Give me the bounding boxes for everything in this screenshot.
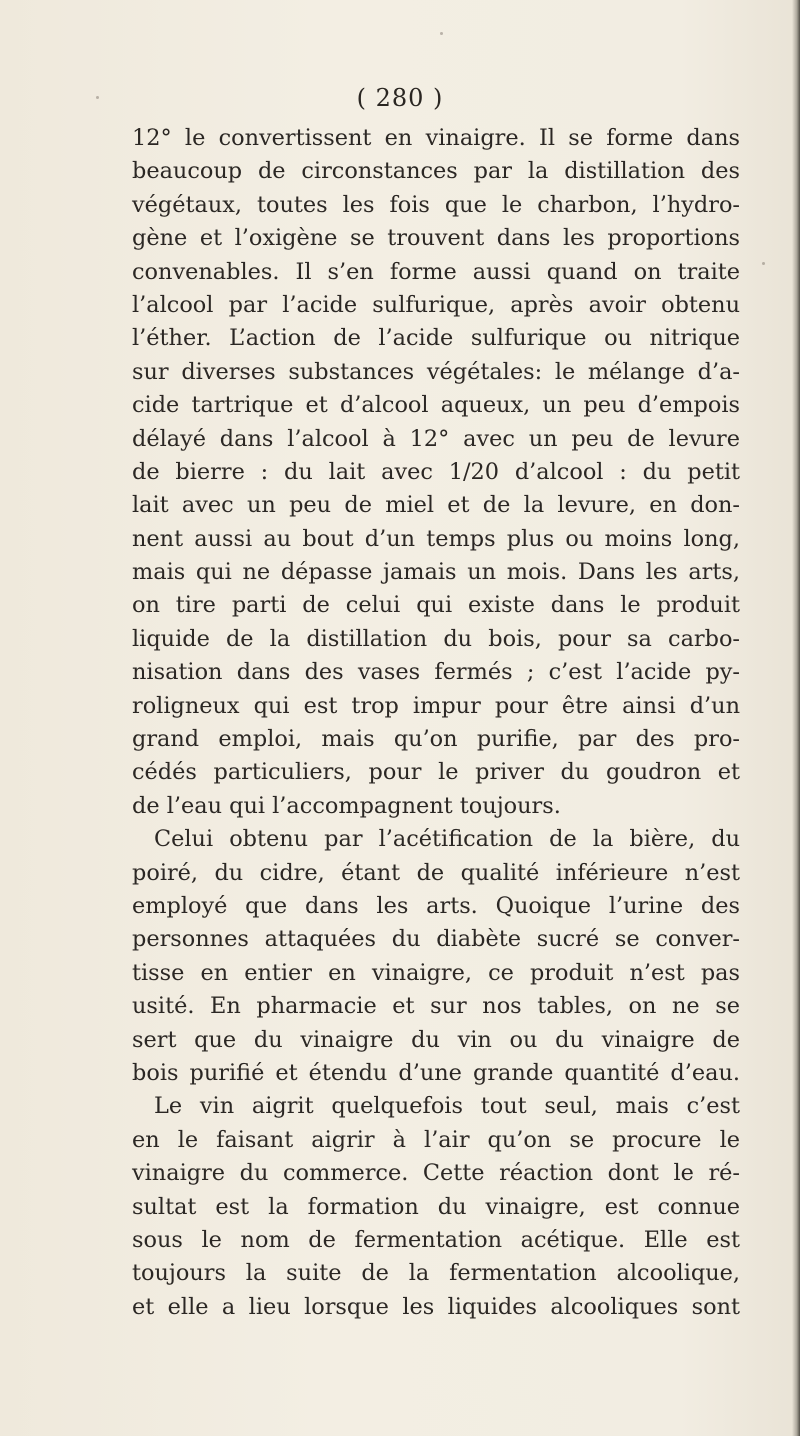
text-line: employé que dans les arts. Quoique l’urine des [132,892,740,919]
text-line: l’éther. L’action de l’acide sulfurique ou nitrique [132,325,740,352]
text-line: de bierre : du lait avec 1/20 d’alcool : du petit [132,458,740,485]
text-line: lait avec un peu de miel et de la levure, en don- [132,492,740,519]
text-line: Le vin aigrit quelquefois tout seul, mais c’est [154,1093,740,1120]
text-line: nent aussi au bout d’un temps plus ou moins long, [132,525,740,552]
text-line: beaucoup de circonstances par la distillation des [132,158,740,185]
text-line: toujours la suite de la fermentation alcoolique, [132,1260,740,1287]
text-line: 12° le convertissent en vinaigre. Il se forme dans [132,125,740,151]
text-line: vinaigre du commerce. Cette réaction dont le ré- [132,1160,740,1187]
text-line: usité. En pharmacie et sur nos tables, on ne se [132,993,740,1020]
text-line: l’alcool par l’acide sulfurique, après avoir obtenu [132,291,740,318]
text-line: grand emploi, mais qu’on purifie, par des pro- [132,726,740,753]
text-line: et elle a lieu lorsque les liquides alcooliques sont [132,1293,740,1320]
paper-speck [440,32,443,35]
text-line: liquide de la distillation du bois, pour sa carbo- [132,625,740,652]
page-edge-shadow [792,0,800,1436]
page-number-header: ( 280 ) [356,84,444,112]
text-line: végétaux, toutes les fois que le charbon, l’hydro- [132,191,740,218]
text-line: Celui obtenu par l’acétification de la bière, du [154,826,740,853]
paper-speck [762,262,765,265]
text-line: en le faisant aigrir à l’air qu’on se procure le [132,1126,740,1153]
text-line: poiré, du cidre, étant de qualité inférieure n’est [132,859,740,886]
text-line: on tire parti de celui qui existe dans le produit [132,592,740,619]
text-line: de l’eau qui l’accompagnent toujours. [132,792,561,819]
text-line: sous le nom de fermentation acétique. Elle est [132,1226,740,1253]
body-text [132,122,740,1324]
text-line: cédés particuliers, pour le priver du goudron et [132,759,740,786]
text-line: personnes attaquées du diabète sucré se conver- [132,926,740,953]
text-line: roligneux qui est trop impur pour être ainsi d’un [132,692,740,719]
text-line: bois purifié et étendu d’une grande quantité d’eau. [132,1059,740,1086]
text-line: cide tartrique et d’alcool aqueux, un peu d’empois [132,392,740,419]
text-line: tisse en entier en vinaigre, ce produit n’est pas [132,959,740,986]
text-line: sur diverses substances végétales: le mélange d’a- [132,358,740,385]
text-line: nisation dans des vases fermés ; c’est l’acide py- [132,659,740,686]
text-line: sultat est la formation du vinaigre, est connue [132,1193,740,1220]
text-line: mais qui ne dépasse jamais un mois. Dans les arts, [132,559,740,586]
text-line: convenables. Il s’en forme aussi quand on traite [132,258,740,285]
text-line: délayé dans l’alcool à 12° avec un peu de levure [132,425,740,452]
text-line: sert que du vinaigre du vin ou du vinaigre de [132,1026,740,1053]
text-line: gène et l’oxigène se trouvent dans les proportions [132,225,740,252]
